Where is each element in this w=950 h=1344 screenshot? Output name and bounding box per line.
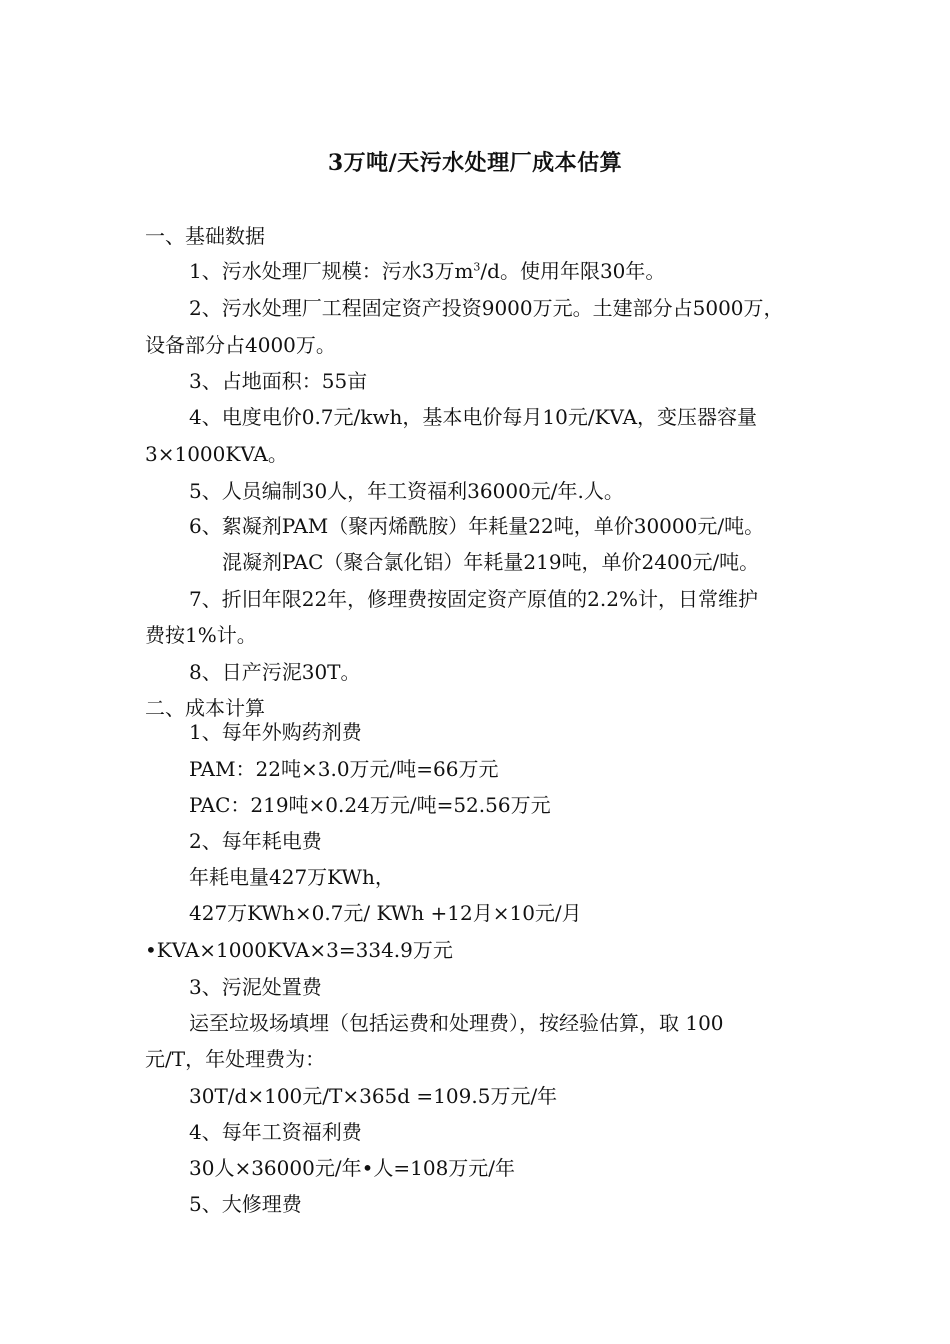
section1-heading: 一、基础数据 [145,224,265,248]
sub-3-line-3: 30T/d×100元/T×365d =109.5万元/年 [189,1084,558,1108]
item-1-text-b: /d。使用年限30年。 [480,259,666,283]
item-8: 8、日产污泥30T。 [189,660,361,684]
item-7-line-2: 费按1%计。 [145,623,257,647]
sub-2-heading: 2、每年耗电费 [189,829,322,853]
item-1-superscript: 3 [473,260,481,274]
sub-2-line-1: 年耗电量427万KWh， [189,865,395,889]
sub-2-line-2: 427万KWh×0.7元/ KWh +12月×10元/月 [189,901,582,925]
sub-4-line-1: 30人×36000元/年•人=108万元/年 [189,1156,516,1180]
sub-1-pam: PAM：22吨×3.0万元/吨=66万元 [189,757,499,781]
sub-2-line-3: •KVA×1000KVA×3=334.9万元 [145,938,453,962]
item-3: 3、占地面积：55亩 [189,369,368,393]
sub-1-pac: PAC：219吨×0.24万元/吨=52.56万元 [189,793,551,817]
item-4-line-2: 3×1000KVA。 [145,442,288,466]
sub-5-heading: 5、大修理费 [189,1192,302,1216]
item-5: 5、人员编制30人，年工资福利36000元/年.人。 [189,479,624,503]
sub-3-heading: 3、污泥处置费 [189,975,322,999]
item-2-line-2: 设备部分占4000万。 [145,333,336,357]
sub-3-line-1: 运至垃圾场填埋（包括运费和处理费），按经验估算，取 100 [189,1011,724,1035]
item-7-line-1: 7、折旧年限22年，修理费按固定资产原值的2.2%计，日常维护 [189,587,758,611]
item-1 [189,257,665,285]
sub-1-heading: 1、每年外购药剂费 [189,720,362,744]
item-4-line-1: 4、电度电价0.7元/kwh，基本电价每月10元/KVA，变压器容量 [189,405,758,429]
section2-heading: 二、成本计算 [145,696,265,720]
sub-4-heading: 4、每年工资福利费 [189,1120,362,1144]
document-title: 3万吨/天污水处理厂成本估算 [327,150,623,176]
item-6-line-2: 混凝剂PAC（聚合氯化铝）年耗量219吨，单价2400元/吨。 [222,550,760,574]
sub-3-line-2: 元/T，年处理费为： [145,1047,326,1071]
item-1-text-a: 1、污水处理厂规模：污水3万m [189,259,474,283]
item-6-line-1: 6、絮凝剂PAM（聚丙烯酰胺）年耗量22吨，单价30000元/吨。 [189,514,765,538]
item-2-line-1: 2、污水处理厂工程固定资产投资9000万元。土建部分占5000万， [189,296,784,320]
